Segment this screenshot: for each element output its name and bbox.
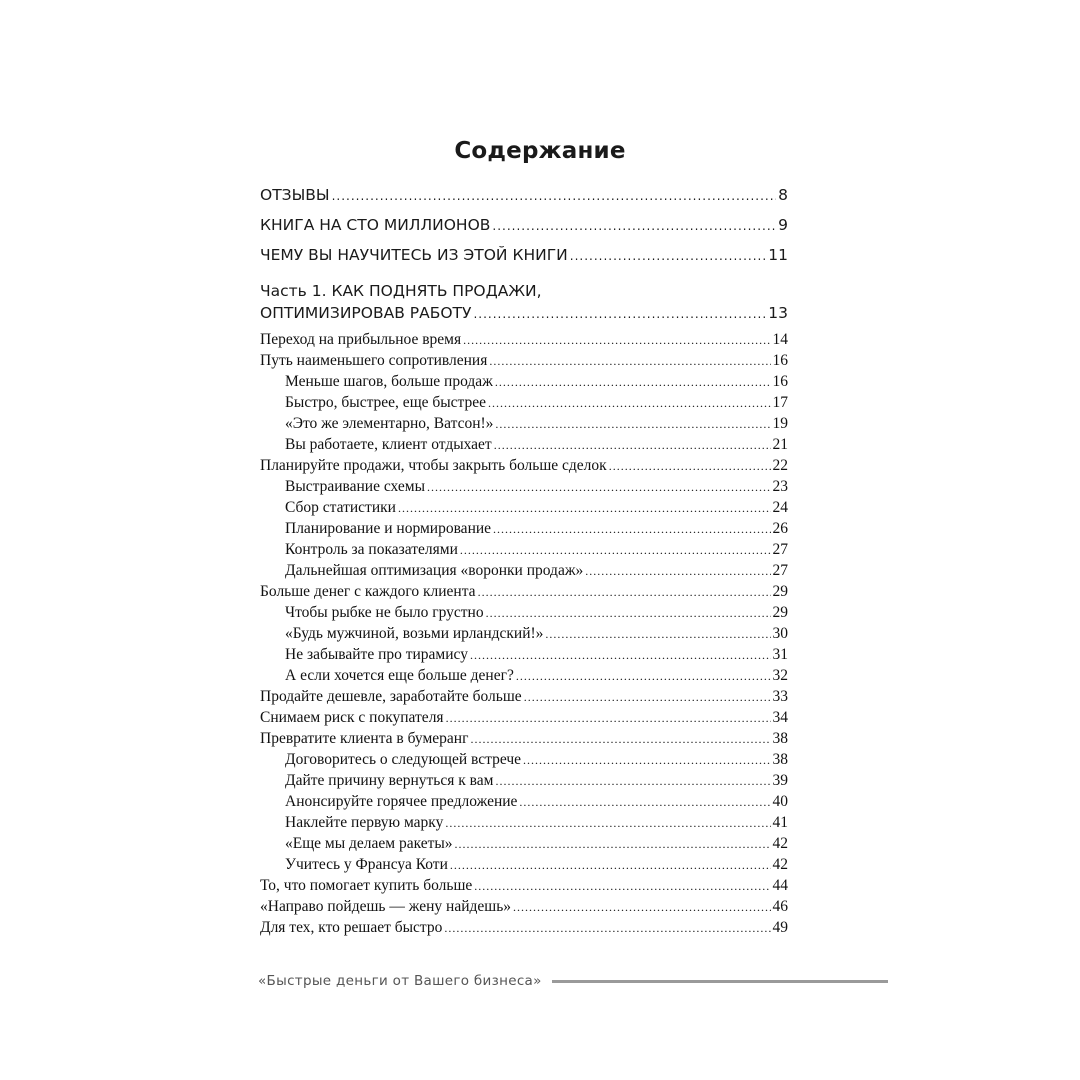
section-page: 30 [772, 625, 788, 642]
dot-leader [489, 352, 770, 370]
chapter-page: 29 [772, 583, 788, 600]
section-label: Меньше шагов, больше продаж [285, 373, 493, 390]
chapter-label: Планируйте продажи, чтобы закрыть больше сделок [260, 457, 607, 474]
part-entry[interactable] [260, 304, 788, 322]
section-page: 27 [772, 562, 788, 579]
section-label: Договоритесь о следующей встрече [285, 751, 522, 768]
chapter-label: То, что помогает купить больше [260, 877, 473, 894]
dot-leader [513, 898, 770, 916]
chapter-page: 46 [772, 898, 788, 915]
chapter-entry[interactable] [260, 898, 788, 916]
chapter-entry[interactable] [260, 457, 788, 475]
dot-leader [609, 457, 771, 475]
chapter-entry[interactable] [260, 919, 788, 937]
section-page: 16 [772, 373, 788, 390]
dot-leader [523, 751, 770, 769]
section-page: 32 [772, 667, 788, 684]
section-label: «Это же элементарно, Ватсон!» [285, 415, 494, 432]
chapter-entry[interactable] [260, 730, 788, 748]
section-page: 40 [772, 793, 788, 810]
section-entry[interactable] [260, 751, 788, 769]
dot-leader [473, 304, 766, 322]
dot-leader [446, 709, 771, 727]
part-page: 13 [768, 304, 788, 322]
part-title-line1: Часть 1. КАК ПОДНЯТЬ ПРОДАЖИ, [260, 282, 542, 300]
section-label: «Еще мы делаем ракеты» [285, 835, 453, 852]
chapter-label: Снимаем риск с покупателя [260, 709, 444, 726]
section-label: Дальнейшая оптимизация «воронки продаж» [285, 562, 584, 579]
dot-leader [585, 562, 770, 580]
dot-leader [470, 730, 770, 748]
toc-entry-page: 9 [778, 216, 788, 234]
toc-entry[interactable] [260, 186, 788, 204]
section-entry[interactable] [260, 793, 788, 811]
chapter-entry[interactable] [260, 688, 788, 706]
section-page: 39 [772, 772, 788, 789]
section-label: Анонсируйте горячее предложение [285, 793, 518, 810]
chapter-page: 22 [772, 457, 788, 474]
toc-entry[interactable] [260, 216, 788, 234]
dot-leader [494, 436, 771, 454]
section-page: 42 [772, 835, 788, 852]
footer-book-title: «Быстрые деньги от Вашего бизнеса» [258, 973, 542, 989]
section-page: 26 [772, 520, 788, 537]
dot-leader [427, 478, 771, 496]
section-entry[interactable] [260, 646, 788, 664]
section-page: 19 [772, 415, 788, 432]
chapter-label: Переход на прибыльное время [260, 331, 462, 348]
chapter-label: Превратите клиента в бумеранг [260, 730, 469, 747]
section-entry[interactable] [260, 667, 788, 685]
chapter-page: 44 [772, 877, 788, 894]
section-entry[interactable] [260, 499, 788, 517]
section-page: 17 [772, 394, 788, 411]
dot-leader [570, 246, 767, 264]
section-label: Планирование и нормирование [285, 520, 492, 537]
section-entry[interactable] [260, 604, 788, 622]
dot-leader [450, 856, 771, 874]
chapter-entry[interactable] [260, 709, 788, 727]
chapter-label: Больше денег с каждого клиента [260, 583, 476, 600]
section-label: Вы работаете, клиент отдыхает [285, 436, 492, 453]
section-label: Сбор статистики [285, 499, 396, 516]
dot-leader [332, 186, 777, 204]
section-page: 27 [772, 541, 788, 558]
dot-leader [495, 772, 770, 790]
chapter-entry[interactable] [260, 352, 788, 370]
section-entry[interactable] [260, 856, 788, 874]
page-title: Содержание [454, 138, 626, 164]
section-label: Учитесь у Франсуа Коти [285, 856, 448, 873]
dot-leader [474, 877, 770, 895]
chapter-page: 38 [772, 730, 788, 747]
section-entry[interactable] [260, 520, 788, 538]
section-label: Выстраивание схемы [285, 478, 425, 495]
dot-leader [463, 331, 770, 349]
dot-leader [516, 667, 771, 685]
dot-leader [445, 814, 770, 832]
section-entry[interactable] [260, 625, 788, 643]
dot-leader [486, 604, 771, 622]
section-entry[interactable] [260, 436, 788, 454]
dot-leader [545, 625, 770, 643]
chapter-page: 34 [772, 709, 788, 726]
toc-entry-page: 8 [778, 186, 788, 204]
section-entry[interactable] [260, 394, 788, 412]
chapter-label: Продайте дешевле, заработайте больше [260, 688, 522, 705]
section-entry[interactable] [260, 478, 788, 496]
section-page: 38 [772, 751, 788, 768]
section-page: 21 [772, 436, 788, 453]
chapter-entry[interactable] [260, 877, 788, 895]
toc-entry-label: ОТЗЫВЫ [260, 186, 330, 204]
section-label: Чтобы рыбке не было грустно [285, 604, 484, 621]
dot-leader [492, 216, 776, 234]
chapter-label: «Направо пойдешь — жену найдешь» [260, 898, 512, 915]
chapter-page: 14 [772, 331, 788, 348]
dot-leader [478, 583, 771, 601]
dot-leader [455, 835, 771, 853]
running-footer [258, 973, 888, 989]
chapter-page: 49 [772, 919, 788, 936]
footer-rule [552, 980, 888, 983]
dot-leader [519, 793, 770, 811]
section-page: 31 [772, 646, 788, 663]
section-label: Быстро, быстрее, еще быстрее [285, 394, 487, 411]
section-label: А если хочется еще больше денег? [285, 667, 514, 684]
section-label: Дайте причину вернуться к вам [285, 772, 494, 789]
dot-leader [470, 646, 771, 664]
section-page: 29 [772, 604, 788, 621]
chapter-label: Путь наименьшего сопротивления [260, 352, 488, 369]
dot-leader [398, 499, 771, 517]
section-label: Контроль за показателями [285, 541, 458, 558]
toc-entry[interactable] [260, 246, 788, 264]
chapter-page: 33 [772, 688, 788, 705]
dot-leader [524, 688, 771, 706]
toc-entry-page: 11 [768, 246, 788, 264]
section-label: «Будь мужчиной, возьми ирландский!» [285, 625, 544, 642]
section-entry[interactable] [260, 814, 788, 832]
chapter-label: Для тех, кто решает быстро [260, 919, 443, 936]
chapter-entry[interactable] [260, 583, 788, 601]
chapter-page: 16 [772, 352, 788, 369]
section-entry[interactable] [260, 772, 788, 790]
dot-leader [488, 394, 770, 412]
part-title-line2: ОПТИМИЗИРОВАВ РАБОТУ [260, 304, 472, 322]
dot-leader [493, 520, 770, 538]
toc-entry-label: ЧЕМУ ВЫ НАУЧИТЕСЬ ИЗ ЭТОЙ КНИГИ [260, 246, 568, 264]
section-label: Не забывайте про тирамису [285, 646, 468, 663]
dot-leader [495, 373, 771, 391]
chapter-entry[interactable] [260, 331, 788, 349]
section-entry[interactable] [260, 541, 788, 559]
dot-leader [495, 415, 770, 433]
section-page: 41 [772, 814, 788, 831]
section-page: 24 [772, 499, 788, 516]
section-label: Наклейте первую марку [285, 814, 444, 831]
section-entry[interactable] [260, 373, 788, 391]
dot-leader [444, 919, 770, 937]
section-entry[interactable] [260, 415, 788, 433]
section-page: 23 [772, 478, 788, 495]
toc-entry-label: КНИГА НА СТО МИЛЛИОНОВ [260, 216, 491, 234]
section-page: 42 [772, 856, 788, 873]
section-entry[interactable] [260, 562, 788, 580]
section-entry[interactable] [260, 835, 788, 853]
dot-leader [460, 541, 771, 559]
